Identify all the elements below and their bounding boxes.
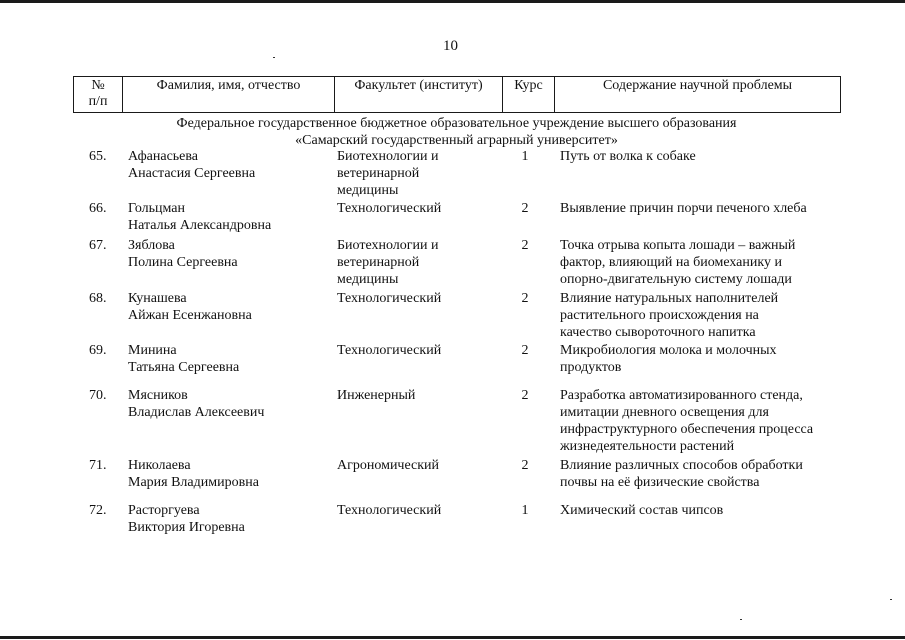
research-topic-line: Химический состав чипсов: [560, 503, 724, 518]
student-name: [128, 502, 328, 536]
bottom-scan-edge: [0, 636, 905, 639]
research-topic: [560, 148, 845, 165]
faculty: [337, 457, 497, 474]
course: 2: [521, 458, 529, 473]
research-topic-line: инфраструктурного обеспечения процесса: [560, 422, 814, 437]
faculty-line: Технологический: [337, 291, 442, 306]
organization-line-2: «Самарский государственный аграрный университет»: [295, 133, 618, 148]
student-name: [128, 290, 328, 324]
student-name-line: Наталья Александровна: [128, 218, 272, 233]
course: 2: [521, 388, 529, 403]
row-number: 65.: [89, 149, 107, 164]
faculty: [337, 148, 497, 199]
student-name-line: Владислав Алексеевич: [128, 405, 265, 420]
research-topic-line: Влияние натуральных наполнителей: [560, 291, 779, 306]
header-num-line2: п/п: [88, 94, 108, 109]
row-number: 70.: [89, 388, 107, 403]
research-topic: [560, 457, 845, 491]
research-topic-line: имитации дневного освещения для: [560, 405, 769, 420]
scan-speck: [890, 599, 892, 600]
research-topic: [560, 502, 845, 519]
faculty-line: Биотехнологии и: [337, 149, 439, 164]
faculty: [337, 502, 497, 519]
research-topic-line: Выявление причин порчи печеного хлеба: [560, 201, 807, 216]
student-name-line: Гольцман: [128, 201, 186, 216]
row-number: 71.: [89, 458, 107, 473]
course: 1: [521, 149, 529, 164]
research-topic: [560, 237, 845, 288]
row-number: 72.: [89, 503, 107, 518]
research-topic-line: фактор, влияющий на биомеханику и: [560, 255, 782, 270]
research-topic-line: Путь от волка к собаке: [560, 149, 696, 164]
top-scan-edge: [0, 0, 905, 3]
research-topic-line: растительного происхождения на: [560, 308, 759, 323]
student-name-line: Афанасьева: [128, 149, 199, 164]
student-name: [128, 387, 328, 421]
faculty-line: Технологический: [337, 343, 442, 358]
student-name: [128, 148, 328, 182]
faculty-line: Инженерный: [337, 388, 416, 403]
faculty-line: Биотехнологии и: [337, 238, 439, 253]
table-header: [73, 76, 841, 113]
student-name-line: Расторгуева: [128, 503, 200, 518]
header-name: Фамилия, имя, отчество: [123, 77, 335, 113]
course: 2: [521, 238, 529, 253]
header-topic: Содержание научной проблемы: [555, 77, 841, 113]
research-topic-line: жизнедеятельности растений: [560, 439, 735, 454]
student-name-line: Кунашева: [128, 291, 187, 306]
research-topic-line: опорно-двигательную систему лошади: [560, 272, 792, 287]
row-number: 68.: [89, 291, 107, 306]
course: 2: [521, 343, 529, 358]
student-name: [128, 200, 328, 234]
student-name-line: Татьяна Сергеевна: [128, 360, 240, 375]
scan-speck: [273, 57, 275, 58]
student-name-line: Полина Сергеевна: [128, 255, 238, 270]
research-topic: [560, 387, 845, 455]
faculty: [337, 200, 497, 217]
faculty: [337, 342, 497, 359]
scan-speck: [740, 619, 742, 620]
faculty-line: Технологический: [337, 201, 442, 216]
course: 1: [521, 503, 529, 518]
header-num: [74, 77, 123, 113]
faculty-line: ветеринарной: [337, 166, 420, 181]
research-topic-line: Разработка автоматизированного стенда,: [560, 388, 803, 403]
research-topic-line: Микробиология молока и молочных: [560, 343, 777, 358]
research-topic: [560, 290, 845, 341]
student-name-line: Мясников: [128, 388, 188, 403]
student-name-line: Анастасия Сергеевна: [128, 166, 256, 181]
research-topic-line: качество сывороточного напитка: [560, 325, 756, 340]
student-name-line: Николаева: [128, 458, 191, 473]
research-topic: [560, 200, 845, 217]
faculty-line: медицины: [337, 183, 399, 198]
header-faculty: Факультет (институт): [335, 77, 503, 113]
faculty-line: медицины: [337, 272, 399, 287]
header-course: Курс: [503, 77, 555, 113]
course: 2: [521, 291, 529, 306]
student-name-line: Мария Владимировна: [128, 475, 259, 490]
row-number: 69.: [89, 343, 107, 358]
faculty-line: Технологический: [337, 503, 442, 518]
student-name: [128, 457, 328, 491]
faculty-line: ветеринарной: [337, 255, 420, 270]
student-name-line: Зяблова: [128, 238, 175, 253]
course: 2: [521, 201, 529, 216]
faculty: [337, 290, 497, 307]
student-name-line: Минина: [128, 343, 177, 358]
research-topic-line: Влияние различных способов обработки: [560, 458, 803, 473]
student-name: [128, 342, 328, 376]
research-topic-line: почвы на её физические свойства: [560, 475, 760, 490]
research-topic-line: Точка отрыва копыта лошади – важный: [560, 238, 796, 253]
faculty-line: Агрономический: [337, 458, 440, 473]
student-name-line: Айжан Есенжановна: [128, 308, 252, 323]
header-num-line1: №: [91, 78, 105, 93]
research-topic-line: продуктов: [560, 360, 622, 375]
row-number: 66.: [89, 201, 107, 216]
faculty: [337, 387, 497, 404]
organization-line-1: Федеральное государственное бюджетное образовательное учреждение высшего образования: [176, 116, 737, 131]
student-name: [128, 237, 328, 271]
research-topic: [560, 342, 845, 376]
student-name-line: Виктория Игоревна: [128, 520, 245, 535]
faculty: [337, 237, 497, 288]
row-number: 67.: [89, 238, 107, 253]
page-number: 10: [443, 38, 458, 54]
